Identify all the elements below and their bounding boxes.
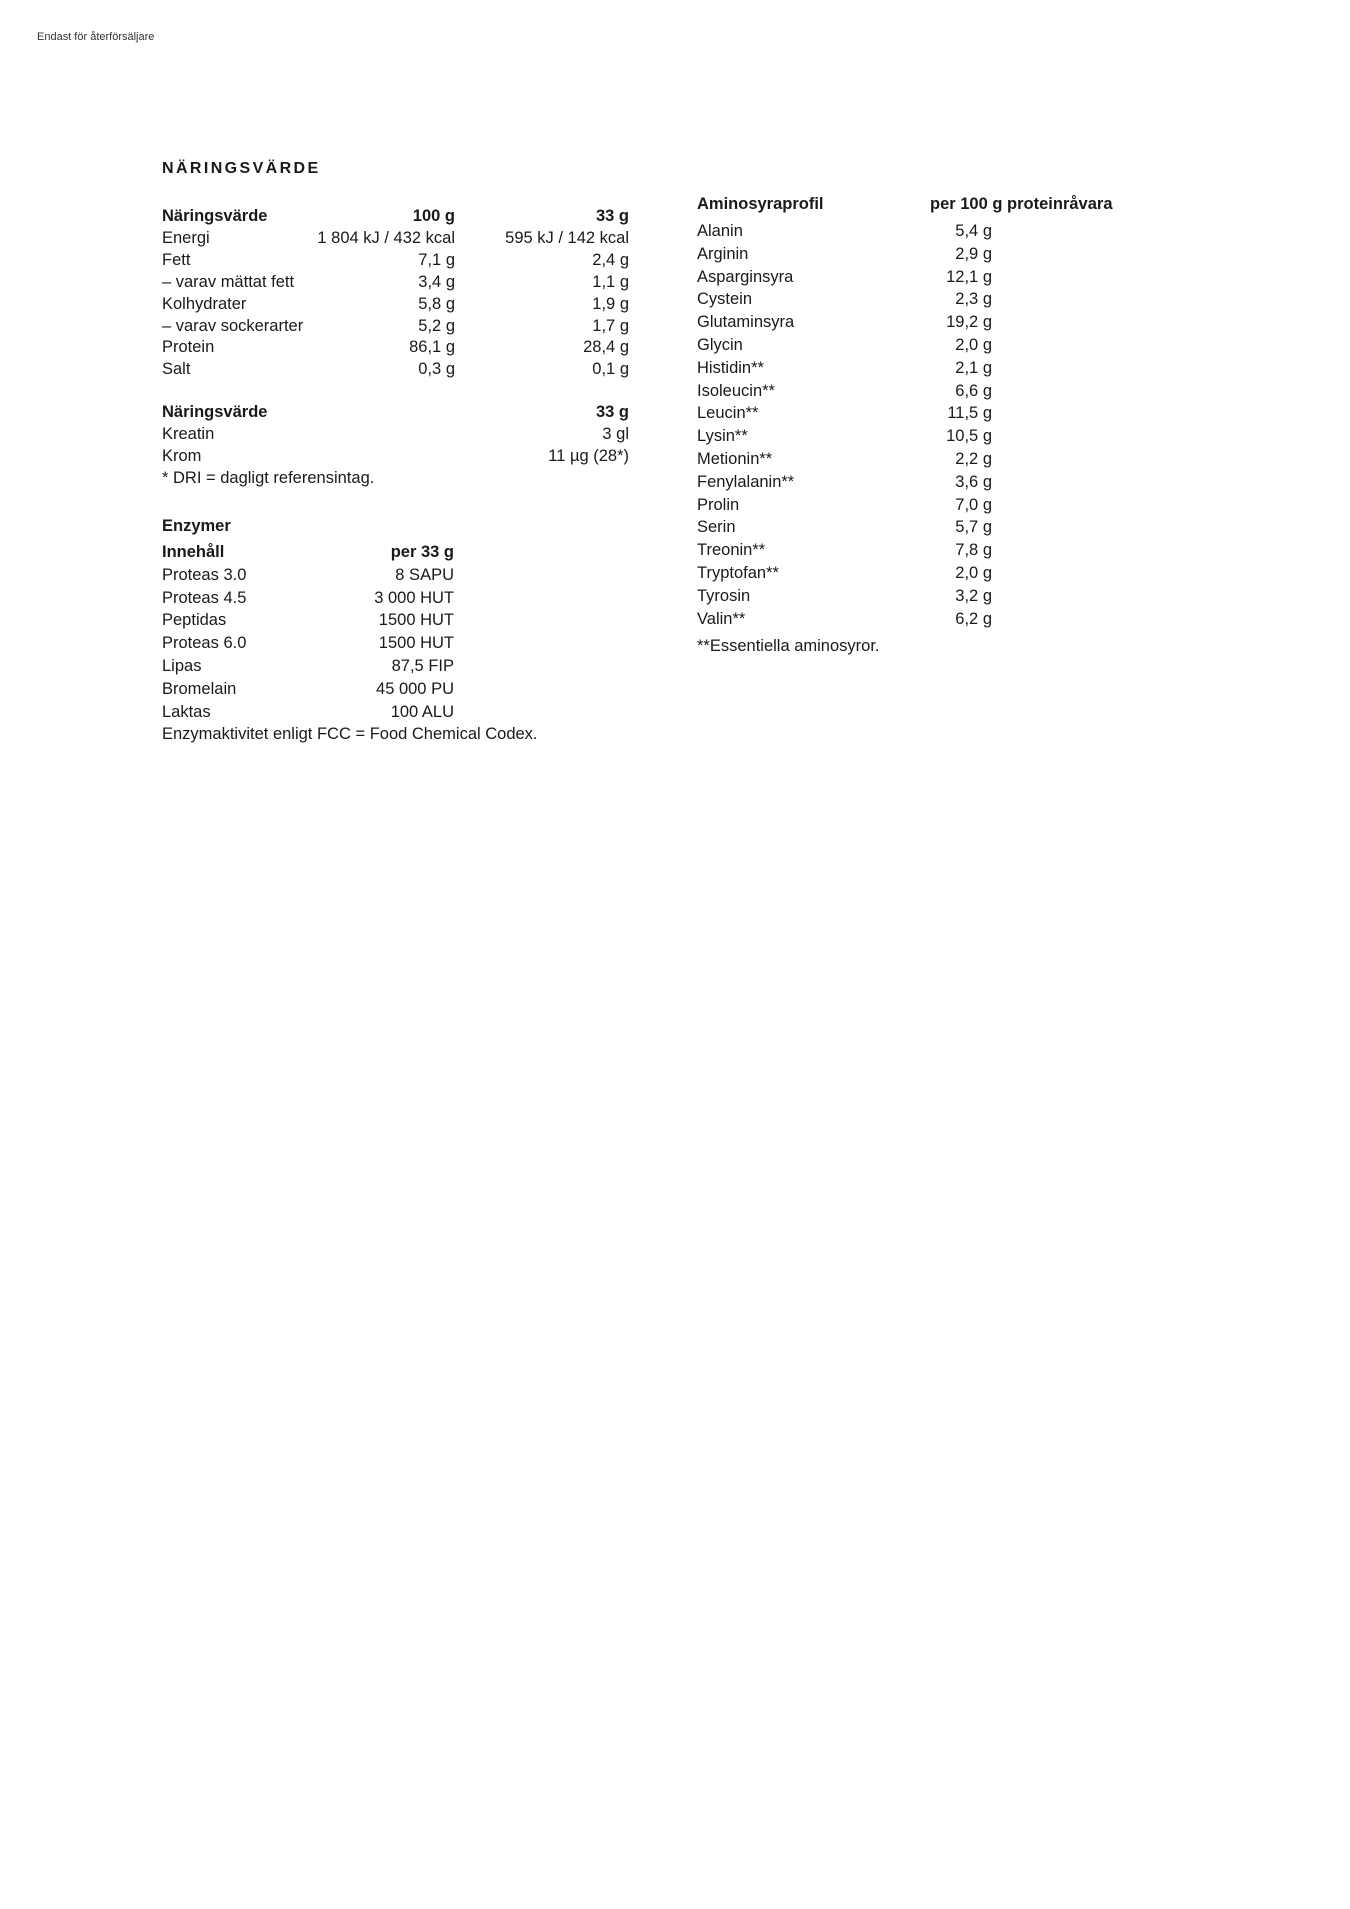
value-33g: 0,1 g <box>592 360 629 379</box>
amino-name: Glutaminsyra <box>697 313 795 332</box>
amino-value: 12,1 g <box>946 267 992 286</box>
item-name: Kreatin <box>162 424 215 443</box>
value-100g: 1 804 kJ / 432 kcal <box>317 228 455 247</box>
amino-name: Tyrosin <box>697 586 751 605</box>
section-title: Enzymer <box>162 517 231 535</box>
amino-name: Isoleucin** <box>697 381 775 400</box>
nutrient-name: – varav mättat fett <box>162 272 295 291</box>
value-33g: 1,9 g <box>592 294 629 313</box>
amino-value: 3,6 g <box>955 472 992 491</box>
amino-value: 11,5 g <box>947 404 992 423</box>
enzyme-activity: 1500 HUT <box>378 611 454 630</box>
amino-value: 6,2 g <box>955 609 992 628</box>
amino-value: 2,0 g <box>955 564 992 582</box>
footnote-text: **Essentiella aminosyror. <box>697 637 880 655</box>
value-33g: 2,4 g <box>592 250 629 269</box>
amino-name: Prolin <box>697 495 740 514</box>
footnote-text: * DRI = dagligt referensintag. <box>162 469 375 487</box>
value-100g: 7,1 g <box>418 250 455 269</box>
amino-name: Serin <box>697 518 736 537</box>
amino-value: 5,7 g <box>955 518 992 537</box>
enzyme-name: Peptidas <box>162 611 227 630</box>
value-100g: 86,1 g <box>409 338 455 357</box>
amino-name: Metionin** <box>697 450 773 468</box>
value-33g: 1,7 g <box>592 316 629 335</box>
nutrient-name: Kolhydrater <box>162 294 247 313</box>
amino-name: Fenylalanin** <box>697 472 795 491</box>
column-label: Näringsvärde <box>162 403 268 421</box>
enzyme-activity: 100 ALU <box>390 702 454 721</box>
value-33g: 28,4 g <box>583 338 629 357</box>
enzyme-activity: 45 000 PU <box>376 679 454 698</box>
amino-value: 2,1 g <box>955 358 992 377</box>
column-per-33g: per 33 g <box>390 543 454 561</box>
column-33g: 33 g <box>595 207 629 225</box>
amino-value: 6,6 g <box>955 381 992 400</box>
amino-value: 3,2 g <box>955 586 992 605</box>
amino-value: 2,3 g <box>955 290 992 309</box>
value-100g: 0,3 g <box>418 360 455 379</box>
reseller-note: Endast för återförsäljare <box>37 31 155 43</box>
column-100g: 100 g <box>412 207 455 225</box>
amino-value: 2,2 g <box>955 450 992 468</box>
enzyme-name: Laktas <box>162 702 211 721</box>
amino-name: Asparginsyra <box>697 267 794 286</box>
amino-name: Valin** <box>697 609 746 628</box>
value-33g: 595 kJ / 142 kcal <box>505 228 629 247</box>
value-33g: 11 µg (28*) <box>548 446 629 465</box>
value-100g: 5,8 g <box>418 294 455 313</box>
amino-name: Glycin <box>697 336 743 354</box>
amino-name: Arginin <box>697 244 749 263</box>
amino-value: 2,0 g <box>955 336 992 354</box>
column-label: Innehåll <box>162 543 225 561</box>
enzyme-activity: 87,5 FIP <box>391 657 454 675</box>
amino-value: 5,4 g <box>955 222 992 240</box>
amino-name: Alanin <box>697 222 743 240</box>
amino-value: 7,8 g <box>955 541 992 560</box>
amino-name: Lysin** <box>697 427 748 446</box>
column-label: Näringsvärde <box>162 207 268 225</box>
enzyme-name: Lipas <box>162 657 202 675</box>
value-33g: 1,1 g <box>592 272 629 291</box>
item-name: Krom <box>162 446 202 465</box>
footnote-text: Enzymaktivitet enligt FCC = Food Chemical Codex. <box>162 725 538 743</box>
enzyme-activity: 8 SAPU <box>395 565 454 584</box>
value-100g: 5,2 g <box>418 316 455 335</box>
enzyme-activity: 1500 HUT <box>378 634 454 653</box>
amino-value: 10,5 g <box>946 427 992 446</box>
amino-value: 7,0 g <box>955 495 992 514</box>
enzyme-activity: 3 000 HUT <box>374 588 454 607</box>
amino-name: Treonin** <box>697 541 766 560</box>
value-100g: 3,4 g <box>418 272 455 291</box>
amino-name: Histidin** <box>697 358 764 377</box>
amino-name: Cystein <box>697 290 753 309</box>
amino-name: Tryptofan** <box>697 564 779 582</box>
nutrient-name: Fett <box>162 250 191 269</box>
nutrient-name: Salt <box>162 360 191 379</box>
enzyme-name: Proteas 6.0 <box>162 634 247 653</box>
amino-value: 2,9 g <box>955 244 992 263</box>
amino-value: 19,2 g <box>946 313 992 332</box>
column-33g: 33 g <box>595 403 629 421</box>
value-33g: 3 gl <box>602 424 629 443</box>
enzyme-name: Proteas 3.0 <box>162 565 247 584</box>
column-per-100g: per 100 g proteinråvara <box>930 195 1113 213</box>
enzyme-name: Bromelain <box>162 679 237 698</box>
nutrient-name: – varav sockerarter <box>162 316 304 335</box>
amino-name: Leucin** <box>697 404 759 423</box>
nutrient-name: Protein <box>162 338 215 357</box>
column-label: Aminosyraprofil <box>697 195 824 213</box>
nutrient-name: Energi <box>162 228 210 247</box>
enzyme-name: Proteas 4.5 <box>162 588 247 607</box>
page-title: NÄRINGSVÄRDE <box>162 160 321 177</box>
